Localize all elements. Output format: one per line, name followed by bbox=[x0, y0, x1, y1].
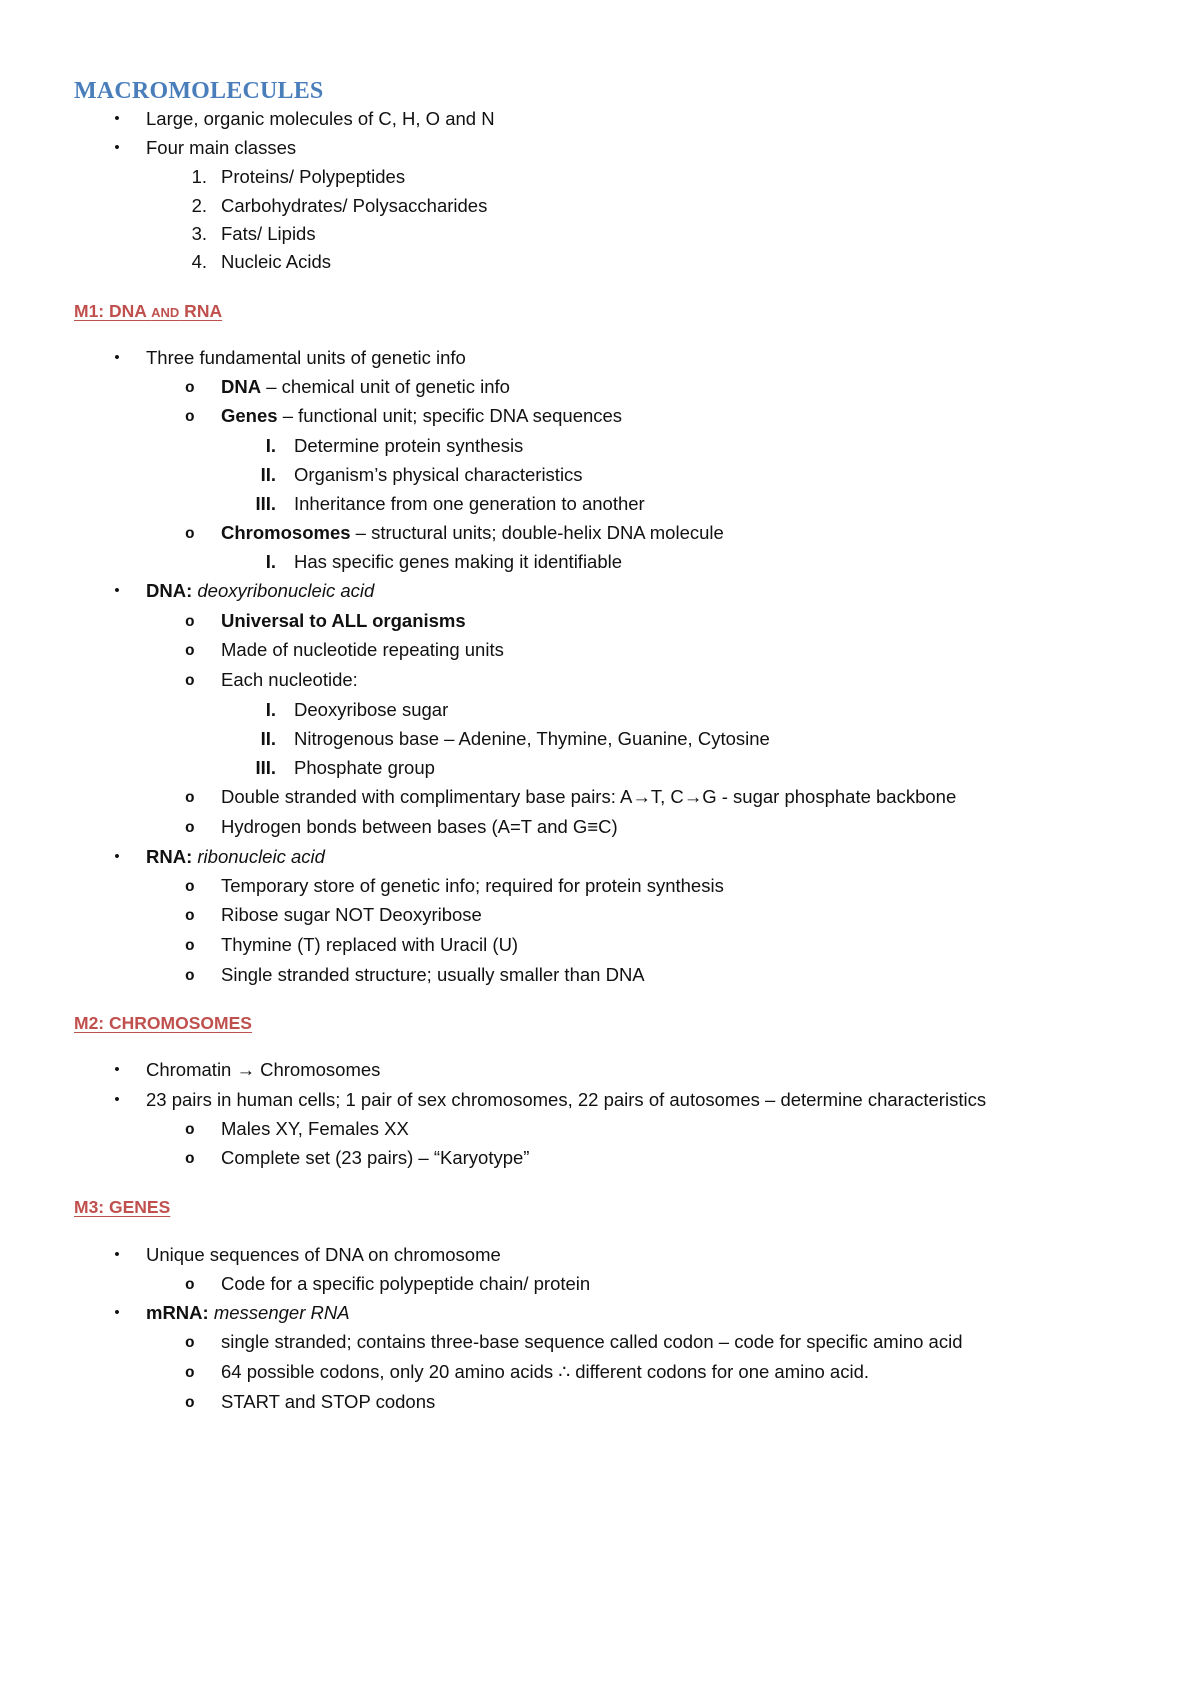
circle-bullet-icon: o bbox=[185, 1334, 195, 1352]
bullet-icon: • bbox=[114, 582, 120, 599]
circle-bullet-icon: o bbox=[185, 672, 195, 690]
list-item: • Four main classes bbox=[146, 136, 296, 160]
circle-bullet-icon: o bbox=[185, 1394, 195, 1412]
bullet-icon: • bbox=[114, 110, 120, 127]
list-item: I. Has specific genes making it identifiable bbox=[265, 551, 623, 572]
circle-bullet-icon: o bbox=[185, 408, 195, 426]
bullet-icon: • bbox=[114, 1061, 120, 1078]
section-heading-m3: M3: GENES bbox=[74, 1197, 171, 1217]
list-item: o Males XY, Females XX bbox=[221, 1117, 409, 1141]
list-item: III. Phosphate group bbox=[255, 757, 435, 778]
section-heading-m2: M2: CHROMOSOMES bbox=[74, 1013, 252, 1033]
list-item: I. Deoxyribose sugar bbox=[265, 699, 449, 720]
list-item: II. Nitrogenous base – Adenine, Thymine, Guanine, Cytosine bbox=[260, 728, 770, 749]
list-item: o Single stranded structure; usually smaller than DNA bbox=[221, 963, 645, 987]
list-item: o Hydrogen bonds between bases (A=T and G≡C) bbox=[221, 815, 618, 839]
list-item: o Chromosomes – structural units; double-helix DNA molecule bbox=[221, 521, 724, 545]
bullet-icon: • bbox=[114, 1246, 120, 1263]
list-item: o Code for a specific polypeptide chain/ protein bbox=[221, 1272, 590, 1296]
list-item: 1. Proteins/ Polypeptides bbox=[191, 166, 406, 187]
list-item: • 23 pairs in human cells; 1 pair of sex chromosomes, 22 pairs of autosomes – determine characteristics bbox=[146, 1088, 986, 1112]
list-item: • mRNA: messenger RNA bbox=[146, 1301, 350, 1325]
circle-bullet-icon: o bbox=[185, 525, 195, 543]
list-item: o Thymine (T) replaced with Uracil (U) bbox=[221, 933, 518, 957]
list-item: III. Inheritance from one generation to another bbox=[255, 493, 645, 514]
list-item: o START and STOP codons bbox=[221, 1390, 435, 1414]
circle-bullet-icon: o bbox=[185, 1364, 195, 1382]
list-item: • Large, organic molecules of C, H, O and N bbox=[146, 107, 495, 131]
bullet-icon: • bbox=[114, 349, 120, 366]
circle-bullet-icon: o bbox=[185, 1150, 195, 1168]
bullet-icon: • bbox=[114, 1091, 120, 1108]
list-item: 3. Fats/ Lipids bbox=[191, 223, 316, 244]
list-item: o Temporary store of genetic info; required for protein synthesis bbox=[221, 874, 724, 898]
bullet-icon: • bbox=[114, 139, 120, 156]
list-item: o Universal to ALL organisms bbox=[221, 609, 466, 633]
list-item: o DNA – chemical unit of genetic info bbox=[221, 375, 510, 399]
circle-bullet-icon: o bbox=[185, 789, 195, 807]
list-item: o Complete set (23 pairs) – “Karyotype” bbox=[221, 1146, 529, 1170]
circle-bullet-icon: o bbox=[185, 613, 195, 631]
list-item: o single stranded; contains three-base sequence called codon – code for specific amino acid bbox=[221, 1330, 962, 1354]
list-item: o Ribose sugar NOT Deoxyribose bbox=[221, 903, 482, 927]
bullet-icon: • bbox=[114, 848, 120, 865]
bullet-icon: • bbox=[114, 1304, 120, 1321]
section-heading-m1: M1: DNA AND RNA bbox=[74, 301, 223, 321]
list-item: I. Determine protein synthesis bbox=[265, 435, 524, 456]
list-item: o Made of nucleotide repeating units bbox=[221, 638, 504, 662]
circle-bullet-icon: o bbox=[185, 907, 195, 925]
list-item: o Genes – functional unit; specific DNA sequences bbox=[221, 404, 622, 428]
list-item: • RNA: ribonucleic acid bbox=[146, 845, 325, 869]
list-item: 2. Carbohydrates/ Polysaccharides bbox=[191, 195, 488, 216]
list-item: • Chromatin → Chromosomes bbox=[146, 1058, 380, 1082]
list-item: • DNA: deoxyribonucleic acid bbox=[146, 579, 374, 603]
circle-bullet-icon: o bbox=[185, 937, 195, 955]
list-item: • Unique sequences of DNA on chromosome bbox=[146, 1243, 501, 1267]
list-item: • Three fundamental units of genetic info bbox=[146, 346, 466, 370]
list-item: o 64 possible codons, only 20 amino acids ∴ different codons for one amino acid. bbox=[221, 1360, 869, 1384]
circle-bullet-icon: o bbox=[185, 1121, 195, 1139]
list-item: o Each nucleotide: bbox=[221, 668, 358, 692]
page-title: MACROMOLECULES bbox=[74, 78, 324, 104]
circle-bullet-icon: o bbox=[185, 878, 195, 896]
circle-bullet-icon: o bbox=[185, 379, 195, 397]
circle-bullet-icon: o bbox=[185, 642, 195, 660]
circle-bullet-icon: o bbox=[185, 1276, 195, 1294]
list-item: 4. Nucleic Acids bbox=[191, 251, 332, 272]
list-item: o Double stranded with complimentary base pairs: A→T, C→G - sugar phosphate backbone bbox=[221, 785, 956, 809]
list-item: II. Organism’s physical characteristics bbox=[260, 464, 583, 485]
circle-bullet-icon: o bbox=[185, 819, 195, 837]
circle-bullet-icon: o bbox=[185, 967, 195, 985]
